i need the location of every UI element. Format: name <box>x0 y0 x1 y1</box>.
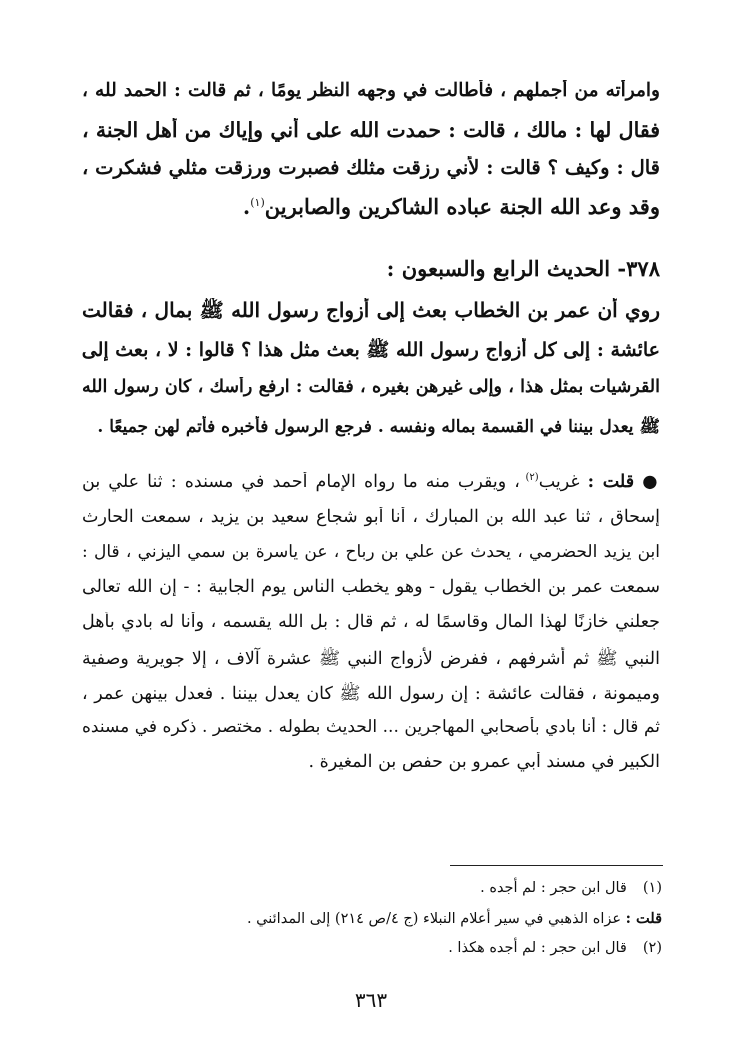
commentary-line-6: النبي ﷺ ثم أشرفهم ، ففرض لأزواج النبي ﷺ عشرة آلاف ، إلا جويرية وصفية <box>82 649 660 669</box>
commentary-line-1 <box>82 472 660 492</box>
hadith-line-2: عائشة : إلى كل أزواج رسول الله ﷺ بعث مثل هذا ؟ قالوا : لا ، بعث إلى <box>82 339 660 361</box>
commentary-line-3: ابن يزيد الحضرمي ، يحدث عن علي بن رباح ، عن ياسرة بن سمي اليزني ، قال : <box>82 542 660 562</box>
text-line-4-text: وقد وعد الله الجنة عباده الشاكرين والصابرين <box>264 194 660 219</box>
footnote-2-text: قال ابن حجر : لم أجده هكذا . <box>448 940 627 956</box>
text-line-4-end: . <box>242 194 251 219</box>
footnote-1-note <box>60 910 662 927</box>
footnote-2-number: (٢) <box>642 940 662 956</box>
commentary-line-2: إسحاق ، ثنا عبد الله بن المبارك ، أنا أبو شجاع سعيد بن يزيد ، سمعت الحارث <box>82 507 660 527</box>
hadith-line-1: روي أن عمر بن الخطاب بعث إلى أزواج رسول الله ﷺ بمال ، فقالت <box>82 298 660 322</box>
footnote-1-note-label: قلت : <box>625 910 662 927</box>
footnote-ref-2: (٢) <box>525 472 539 484</box>
text-line-2: فقال لها : مالك ، قالت : حمدت الله على أني وإياك من أهل الجنة ، <box>82 118 660 142</box>
commentary-line-4: سمعت عمر بن الخطاب يقول - وهو يخطب الناس يوم الجابية : - إن الله تعالى <box>82 577 660 597</box>
footnote-2 <box>60 940 662 956</box>
footnote-1-text: قال ابن حجر : لم أجده . <box>480 880 627 896</box>
text-line-4 <box>82 194 660 219</box>
footnote-ref-1: (١) <box>250 196 265 209</box>
commentary-line-5: جعلني خازنًا لهذا المال وقاسمًا له ، ثم قال : بل الله يقسمه ، وأنا له بادي بأهل <box>82 612 660 632</box>
commentary-line-1-a: غريب <box>538 472 580 492</box>
footnote-1-note-text: عزاه الذهبي في سير أعلام النبلاء (ج ٤/ص ٢١٤) إلى المدائني . <box>246 911 622 927</box>
hadith-heading: ٣٧٨- الحديث الرابع والسبعون : <box>386 256 660 281</box>
qultu-label: قلت : <box>587 472 635 492</box>
text-line-3: قال : وكيف ؟ قالت : لأني رزقت مثلك فصبرت ورزقت مثلي فشكرت ، <box>82 156 660 179</box>
footnote-1 <box>60 880 662 896</box>
commentary-line-1-b: ، ويقرب منه ما رواه الإمام أحمد في مسنده : ثنا علي بن <box>82 472 526 492</box>
hadith-line-4: ﷺ يعدل بيننا في القسمة بماله ونفسه . فرجع الرسول فأخبره فأتم لهن جميعًا . <box>97 417 660 437</box>
commentary-line-8: ثم قال : أنا بادي بأصحابي المهاجرين ... الحديث بطوله . مختصر . ذكره في مسنده <box>82 717 660 737</box>
hadith-line-3: القرشيات بمثل هذا ، وإلى غيرهن بغيره ، فقالت : ارفع رأسك ، كان رسول الله <box>82 377 660 397</box>
footnote-1-number: (١) <box>642 880 662 896</box>
bullet-icon: ● <box>642 472 660 492</box>
footnote-divider <box>450 865 663 866</box>
page-number: ٣٦٣ <box>354 988 388 1012</box>
text-line-1: وامرأته من أجملهم ، فأطالت في وجهه النظر يومًا ، ثم قالت : الحمد لله ، <box>82 80 660 101</box>
commentary-line-9: الكبير في مسند أبي عمرو بن حفص بن المغيرة . <box>308 752 660 772</box>
commentary-line-7: وميمونة ، فقالت عائشة : إن رسول الله ﷺ كان يعدل بيننا . فعدل بينهن عمر ، <box>82 684 660 704</box>
